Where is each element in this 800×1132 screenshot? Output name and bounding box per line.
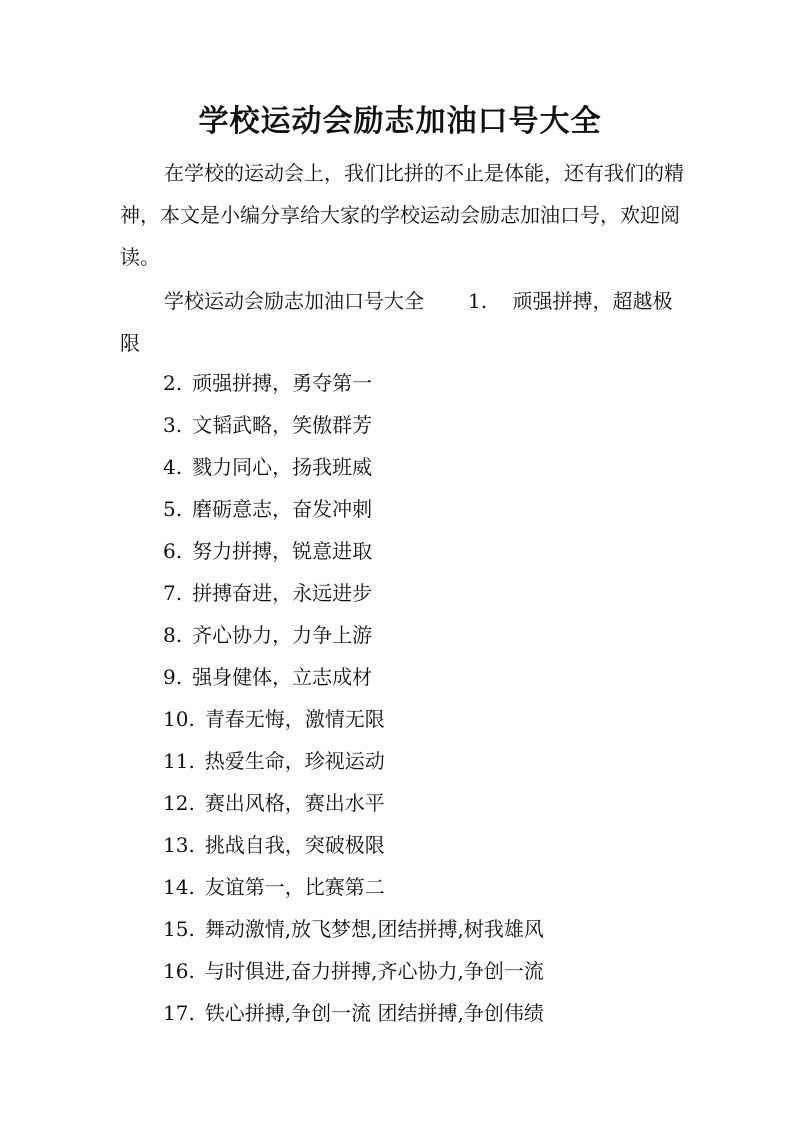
intro-text: 在学校的运动会上，我们比拼的不止是体能，还有我们的精神，本文是小编分享给大家的学校运动会励志加油口号，欢迎阅读。 (120, 161, 684, 269)
item-text: 热爱生命，珍视运动 (204, 749, 385, 773)
item-text: 戮力同心，扬我班威 (192, 455, 373, 479)
item-text: 顽强拼搏，勇夺第一 (192, 371, 373, 395)
list-item (163, 992, 544, 1034)
item-text: 赛出风格，赛出水平 (204, 791, 385, 815)
item-text: 铁心拼搏,争创一流 团结拼搏,争创伟绩 (204, 1001, 544, 1025)
item-number: 2. (163, 371, 183, 395)
item-text: 拼搏奋进，永远进步 (192, 581, 373, 605)
list-item (163, 908, 544, 950)
list-item (163, 740, 544, 782)
section-paragraph (120, 280, 686, 364)
list-item (163, 362, 544, 404)
list-item (163, 614, 544, 656)
list-item (163, 866, 544, 908)
item-text: 强身健体，立志成材 (192, 665, 373, 689)
item-number: 9. (163, 665, 183, 689)
first-item-text: 顽强拼搏，超越极限 (120, 289, 673, 355)
item-number: 14. (163, 875, 195, 899)
item-number: 12. (163, 791, 195, 815)
item-number: 10. (163, 707, 195, 731)
section-heading: 学校运动会励志加油口号大全 (164, 289, 424, 313)
item-text: 舞动激情,放飞梦想,团结拼搏,树我雄风 (204, 917, 544, 941)
item-number: 7. (163, 581, 183, 605)
intro-paragraph (120, 152, 686, 278)
list-item (163, 950, 544, 992)
item-number: 11. (163, 749, 195, 773)
item-number: 16. (163, 959, 195, 983)
item-text: 与时俱进,奋力拼搏,齐心协力,争创一流 (204, 959, 544, 983)
list-item (163, 530, 544, 572)
list-item (163, 572, 544, 614)
item-number: 3. (163, 413, 183, 437)
item-text: 齐心协力，力争上游 (192, 623, 373, 647)
list-item (163, 488, 544, 530)
item-number: 5. (163, 497, 183, 521)
first-item-number: 1. (468, 289, 488, 313)
list-item (163, 824, 544, 866)
list-item (163, 404, 544, 446)
item-text: 挑战自我，突破极限 (204, 833, 385, 857)
item-number: 4. (163, 455, 183, 479)
document-title: 学校运动会励志加油口号大全 (198, 104, 602, 139)
item-text: 友谊第一，比赛第二 (204, 875, 385, 899)
item-text: 努力拼搏，锐意进取 (192, 539, 373, 563)
item-text: 磨砺意志，奋发冲刺 (192, 497, 373, 521)
item-number: 15. (163, 917, 195, 941)
slogan-list (163, 362, 544, 1034)
item-number: 17. (163, 1001, 195, 1025)
list-item (163, 698, 544, 740)
list-item (163, 446, 544, 488)
list-item (163, 656, 544, 698)
item-text: 青春无悔，激情无限 (204, 707, 385, 731)
item-number: 6. (163, 539, 183, 563)
item-number: 8. (163, 623, 183, 647)
item-text: 文韬武略，笑傲群芳 (192, 413, 373, 437)
list-item (163, 782, 544, 824)
item-number: 13. (163, 833, 195, 857)
